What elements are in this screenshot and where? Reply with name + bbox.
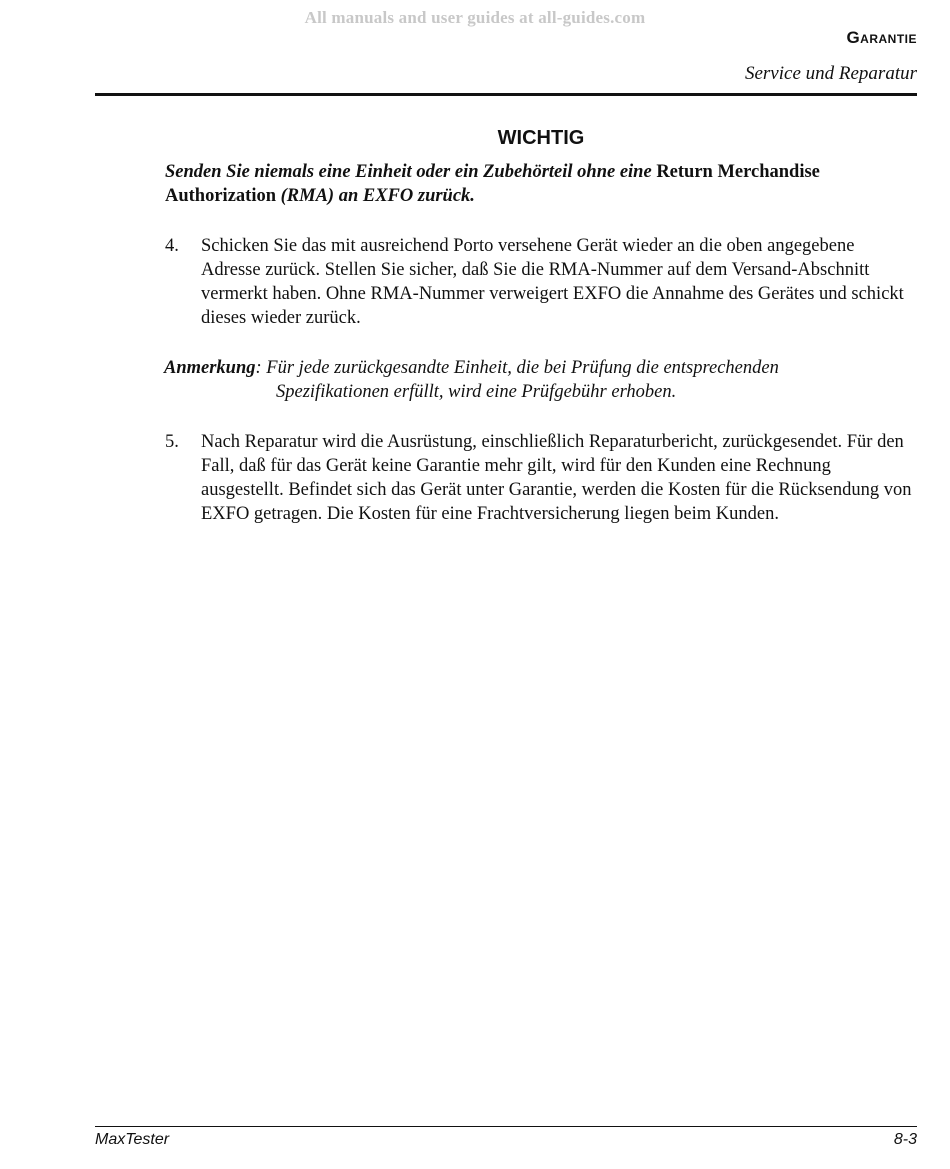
- footer-divider: [95, 1126, 917, 1127]
- note-text-line-1: : Für jede zurückgesandte Einheit, die bei Prüfung die entsprechenden: [255, 358, 779, 378]
- important-heading: WICHTIG: [497, 127, 585, 149]
- footer-product-name: MaxTester: [95, 1131, 170, 1148]
- page-body: [165, 124, 917, 552]
- important-notice: [165, 160, 917, 208]
- important-text-italic-2: (RMA) an EXFO zurück.: [280, 186, 475, 206]
- step-4: [165, 234, 917, 330]
- step-5: [165, 430, 917, 526]
- step-text: Nach Reparatur wird die Ausrüstung, einschließlich Reparaturbericht, zurückgesendet. Für den Fall, daß für das Gerät keine Garantie mehr gilt, wird für den Kunden eine Rechnung ausgestellt. Befindet sich das Gerät unter Garantie, werden die Kosten für die Rücksendung von EXFO getragen. Die Kosten für eine Frachtversicherung liegen beim Kunden.: [201, 432, 912, 524]
- chapter-title: Garantie: [846, 28, 917, 47]
- step-number: 4.: [165, 236, 179, 256]
- important-text-plain: Return Merchandise Authorization: [165, 162, 820, 206]
- note-text-line-2: Spezifikationen erfüllt, wird eine Prüfgebühr erhoben.: [276, 382, 677, 402]
- section-title: Service und Reparatur: [744, 63, 917, 84]
- footer-page-number: 8-3: [893, 1131, 917, 1148]
- note: [164, 356, 917, 404]
- note-label: Anmerkung: [164, 358, 256, 378]
- step-text: Schicken Sie das mit ausreichend Porto versehene Gerät wieder an die oben angegebene Adresse zurück. Stellen Sie sicher, daß Sie die RMA-Nummer auf dem Versand-Abschnitt vermerkt haben. Ohne RMA-Nummer verweigert EXFO die Annahme des Gerätes und schickt dieses wieder zurück.: [201, 236, 904, 328]
- header-divider: [95, 93, 917, 96]
- important-text-italic-1: Senden Sie niemals eine Einheit oder ein Zubehörteil ohne eine: [165, 162, 652, 182]
- watermark: All manuals and user guides at all-guides.com: [304, 8, 646, 27]
- step-number: 5.: [165, 432, 179, 452]
